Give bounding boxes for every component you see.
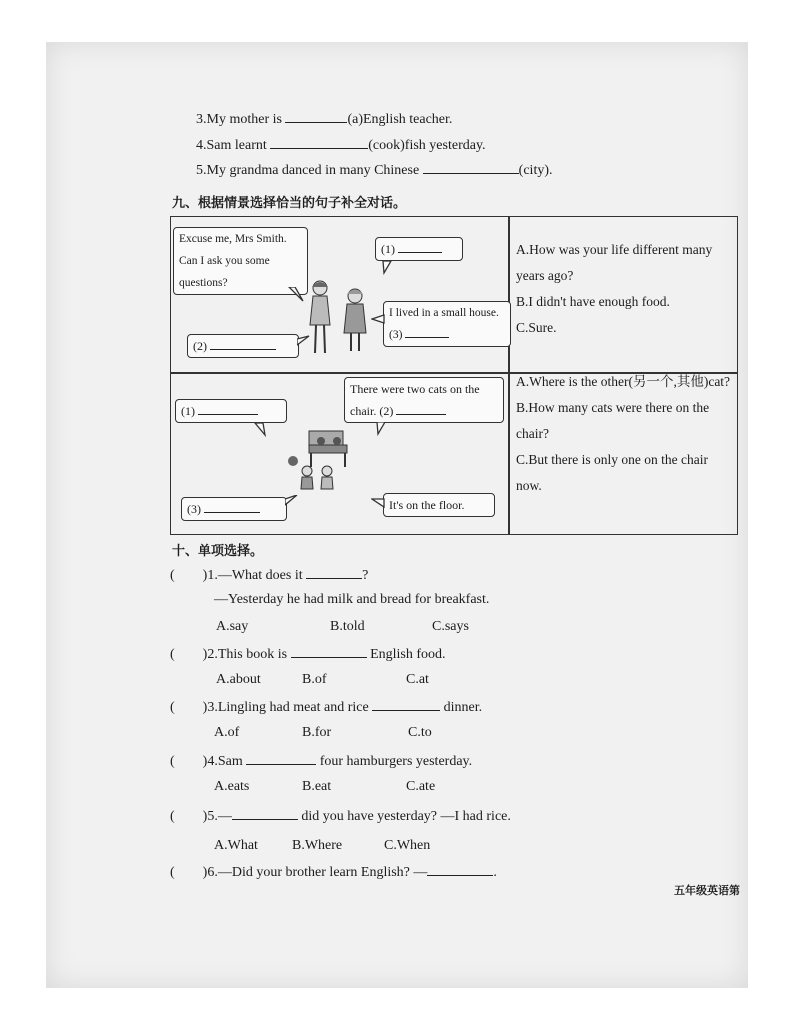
answer-blank[interactable] [398, 242, 442, 253]
bubble-tail [371, 313, 385, 327]
bubble-scene2-3: (3) [181, 497, 287, 521]
bubble-cats: There were two cats on the chair. (2) [344, 377, 504, 423]
question-3-options [214, 725, 432, 741]
option-c: C.at [406, 672, 429, 687]
fill-line-text: (city). [518, 163, 553, 178]
answer-blank[interactable] [396, 404, 446, 415]
bubble-tail [253, 423, 269, 437]
answer-blank[interactable] [285, 110, 347, 123]
answer-blank [427, 863, 493, 876]
answer-blank [246, 752, 316, 765]
bubble-tail [287, 287, 307, 303]
option-c: C.Sure. [516, 320, 557, 335]
question-5: ( )5.— did you have yesterday? —I had rice. [170, 809, 511, 824]
scene2-options [516, 369, 734, 499]
answer-paren[interactable]: ( [170, 568, 203, 583]
option-c: C.says [432, 619, 469, 634]
question-6: ( )6.—Did your brother learn English? — . [170, 865, 497, 880]
option-c: C.When [384, 838, 431, 853]
question-2-options [216, 672, 429, 688]
answer-blank[interactable] [270, 136, 368, 149]
dialogue-table [170, 216, 738, 535]
fill-line-5 [196, 161, 553, 179]
answer-blank [372, 698, 440, 711]
answer-paren[interactable]: ( [170, 865, 203, 880]
bubble-1: (1) [375, 237, 463, 261]
scene1-options [516, 237, 734, 341]
answer-paren[interactable]: ( [170, 754, 203, 769]
question-4-options [214, 779, 435, 795]
answer-blank[interactable] [204, 502, 260, 513]
answer-paren[interactable]: ( [170, 700, 203, 715]
question-5-options [214, 838, 430, 854]
option-b: B.eat [302, 779, 332, 794]
question-2: ( )2.This book is English food. [170, 647, 446, 662]
option-c: C.But there is only one on the chair now. [516, 452, 708, 493]
option-a: A.of [214, 725, 240, 740]
bubble-2: (2) [187, 334, 299, 358]
option-c: C.ate [406, 779, 436, 794]
bubble-tail [285, 495, 299, 509]
option-a: A.Where is the other(另一个,其他)cat? [516, 374, 731, 389]
bubble-tail [297, 335, 311, 349]
option-b: B.How many cats were there on the chair? [516, 400, 710, 441]
option-a: A.about [216, 672, 261, 687]
bubble-scene2-1: (1) [175, 399, 287, 423]
bubble-tail [375, 422, 389, 436]
answer-blank[interactable] [405, 327, 449, 338]
fill-line-text: 3.My mother is [196, 112, 282, 127]
bubble-teacher: Excuse me, Mrs Smith. Can I ask you some questions? [173, 227, 308, 295]
section10-title: 十、单项选择。 [172, 544, 264, 559]
option-a: A.How was your life different many years ago? [516, 242, 713, 283]
answer-blank[interactable] [210, 339, 276, 350]
page-footer: 五年级英语第 [674, 884, 740, 897]
grandma-figure-icon [341, 287, 369, 353]
answer-blank[interactable] [423, 161, 519, 174]
answer-paren[interactable]: ( [170, 647, 203, 662]
question-1-options [216, 619, 469, 635]
bubble-house: I lived in a small house. (3) [383, 301, 511, 347]
answer-blank[interactable] [198, 404, 258, 415]
answer-blank [291, 645, 367, 658]
answer-paren[interactable]: ( [170, 809, 203, 824]
option-b: B.of [302, 672, 327, 687]
option-b: B.told [330, 619, 365, 634]
bubble-floor: It's on the floor. [383, 493, 495, 517]
option-a: A.What [214, 838, 258, 853]
question-3: ( )3.Lingling had meat and rice dinner. [170, 700, 483, 715]
question-1: ( )1.—What does it ? [170, 568, 369, 583]
fill-line-text: (cook)fish yesterday. [368, 138, 486, 153]
option-b: B.for [302, 725, 332, 740]
fill-line-4 [196, 136, 486, 154]
fill-line-text: (a)English teacher. [347, 112, 453, 127]
fill-line-3 [196, 110, 452, 128]
option-a: A.eats [214, 779, 250, 794]
option-c: C.to [408, 725, 432, 740]
answer-blank [232, 807, 298, 820]
option-a: A.say [216, 619, 249, 634]
section9-title: 九、根据情景选择恰当的句子补全对话。 [172, 196, 407, 211]
question-4: ( )4.Sam four hamburgers yesterday. [170, 754, 473, 769]
option-b: B.I didn't have enough food. [516, 294, 670, 309]
fill-line-text: 5.My grandma danced in many Chinese [196, 163, 420, 178]
bubble-tail [381, 261, 395, 275]
table-divider-vertical [508, 217, 510, 534]
bubble-tail [371, 497, 385, 511]
fill-line-text: 4.Sam learnt [196, 138, 267, 153]
option-b: B.Where [292, 838, 343, 853]
question-1-extra: —Yesterday he had milk and bread for breakfast. [214, 592, 490, 607]
answer-blank [306, 566, 362, 579]
chair-cats-kids-illustration [287, 427, 367, 497]
